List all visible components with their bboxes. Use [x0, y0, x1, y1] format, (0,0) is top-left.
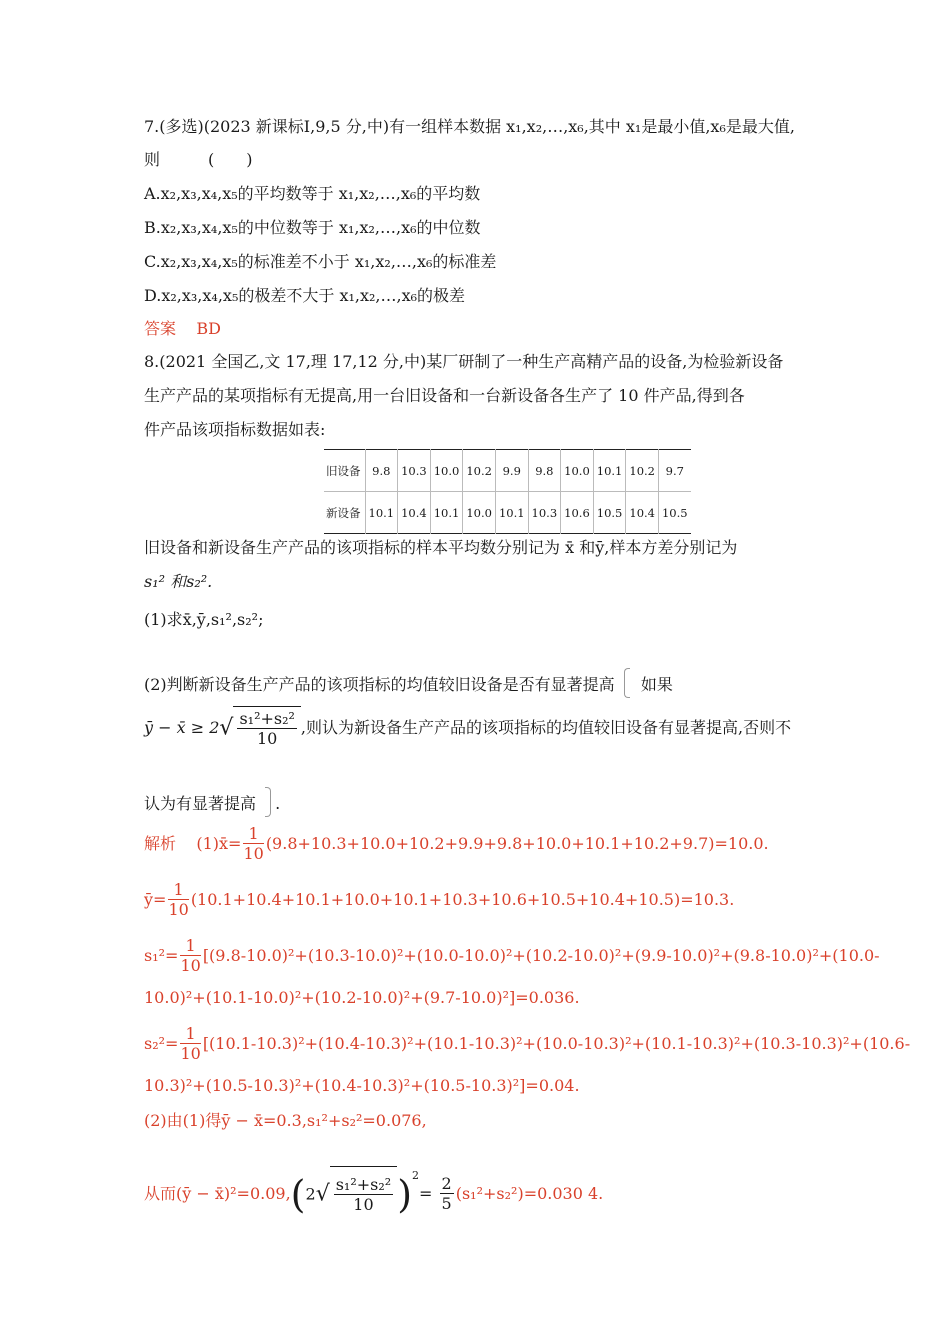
table-cell: 9.8: [365, 450, 398, 492]
ybar-rhs: (10.1+10.4+10.1+10.0+10.1+10.3+10.6+10.5+10.4+10.5)=10.3.: [190, 890, 735, 909]
equals: =: [419, 1184, 438, 1203]
table-cell: 10.0: [561, 450, 594, 492]
sqrt-denominator: 10: [353, 1195, 374, 1214]
q7-stem-cont: 则 ( ): [144, 150, 253, 169]
solution-line-3-cont: 10.0)²+(10.1-10.0)²+(10.2-10.0)²+(9.7-10.0)²]=0.036.: [144, 988, 580, 1007]
q7-option-d: D.x₂,x₃,x₄,x₅的极差不大于 x₁,x₂,…,x₆的极差: [144, 286, 466, 305]
part2-end-text: 认为有显著提高: [144, 794, 257, 813]
sqrt-body: [233, 706, 300, 751]
frac-denominator: 10: [180, 956, 201, 975]
table-cell: 10.2: [463, 450, 496, 492]
table-cell: 10.4: [626, 492, 659, 534]
frac-denominator: 10: [180, 1044, 201, 1063]
q8-part2: [144, 668, 673, 698]
coef-two: 2: [305, 1184, 316, 1204]
solution-conclusion: [144, 1148, 603, 1223]
xbar-lhs: (1)x̄=: [196, 834, 242, 853]
q7-option-b: B.x₂,x₃,x₄,x₅的中位数等于 x₁,x₂,…,x₆的中位数: [144, 218, 481, 237]
row-label: 新设备: [324, 492, 365, 534]
solution-label: 解析: [144, 834, 177, 853]
sqrt-icon: √: [219, 715, 234, 741]
sqrt-icon: √: [315, 1181, 330, 1207]
part2-if: 如果: [640, 675, 673, 694]
q8-stem-cont2: 件产品该项指标数据如表:: [144, 420, 326, 439]
paren-close: ): [397, 1172, 413, 1217]
conclusion-lhs: 从而(ȳ − x̄)²=0.09,: [144, 1184, 291, 1203]
ybar-lhs: ȳ=: [144, 890, 167, 909]
table-cell: 10.1: [593, 450, 626, 492]
paren-open: (: [290, 1172, 306, 1217]
s2-lhs: s₂²=: [144, 1034, 179, 1053]
conclusion-rhs: (s₁²+s₂²)=0.030 4.: [455, 1184, 604, 1203]
criterion-numerator: s₁²+s₂²: [239, 709, 295, 728]
sqrt-body: [330, 1166, 397, 1223]
table-cell: 10.0: [463, 492, 496, 534]
exponent-two: 2: [412, 1169, 420, 1182]
criterion-lhs: ȳ − x̄ ≥ 2: [144, 718, 220, 737]
part2-period: .: [275, 794, 281, 813]
table-cell: 10.1: [495, 492, 528, 534]
solution-part2: (2)由(1)得ȳ − x̄=0.3,s₁²+s₂²=0.076,: [144, 1111, 427, 1130]
frac-denominator: 10: [168, 900, 189, 919]
solution-line-4-cont: 10.3)²+(10.5-10.3)²+(10.4-10.3)²+(10.5-10.3)²]=0.04.: [144, 1076, 580, 1095]
solution-line-2: [144, 880, 734, 920]
q8-stem: 8.(2021 全国乙,文 17,理 17,12 分,中)某厂研制了一种生产高精产品的设备,为检验新设备: [144, 352, 784, 371]
frac-numerator: 1: [180, 1025, 200, 1044]
table-cell: 10.5: [658, 492, 690, 534]
table-cell: 10.4: [398, 492, 431, 534]
part2-text: (2)判断新设备生产产品的该项指标的均值较旧设备是否有显著提高: [144, 675, 615, 694]
sqrt-numerator: s₁²+s₂²: [335, 1175, 392, 1194]
s1-lhs: s₁²=: [144, 946, 179, 965]
brace-open: [624, 668, 630, 698]
table-cell: 10.5: [593, 492, 626, 534]
q8-stem-notation: 旧设备和新设备生产产品的该项指标的样本平均数分别记为 x̄ 和ȳ,样本方差分别记为: [144, 538, 738, 557]
brace-close: [265, 787, 271, 817]
table-cell: 10.2: [626, 450, 659, 492]
table-cell: 10.1: [430, 492, 463, 534]
frac-numerator: 1: [243, 825, 263, 844]
s2-rhs: [(10.1-10.3)²+(10.4-10.3)²+(10.1-10.3)²+(10.0-10.3)²+(10.1-10.3)²+(10.3-10.3)²+(10.6-: [202, 1034, 911, 1053]
table-cell: 10.0: [430, 450, 463, 492]
solution-line-4: [144, 1024, 910, 1064]
data-table: [324, 449, 691, 534]
row-label: 旧设备: [326, 463, 361, 478]
q7-option-c: C.x₂,x₃,x₄,x₅的标准差不小于 x₁,x₂,…,x₆的标准差: [144, 252, 497, 271]
table-cell: 9.9: [495, 450, 528, 492]
s1-rhs: [(9.8-10.0)²+(10.3-10.0)²+(10.0-10.0)²+(10.2-10.0)²+(9.9-10.0)²+(9.8-10.0)²+(10.0-: [202, 946, 880, 965]
answer-label: 答案: [144, 319, 177, 338]
table-row: [324, 492, 691, 534]
xbar-rhs: (9.8+10.3+10.0+10.2+9.9+9.8+10.0+10.1+10.2+9.7)=10.0.: [265, 834, 769, 853]
criterion-denominator: 10: [257, 729, 278, 748]
frac-denominator: 10: [243, 844, 264, 863]
q8-part1: (1)求x̄,ȳ,s₁²,s₂²;: [144, 610, 264, 629]
q8-criterion: [144, 706, 791, 751]
frac-denominator: 5: [441, 1194, 452, 1213]
q8-stem-cont: 生产产品的某项指标有无提高,用一台旧设备和一台新设备各生产了 10 件产品,得到各: [144, 386, 745, 405]
criterion-text: ,则认为新设备生产产品的该项指标的均值较旧设备有显著提高,否则不: [300, 718, 792, 737]
q7-option-a: A.x₂,x₃,x₄,x₅的平均数等于 x₁,x₂,…,x₆的平均数: [144, 184, 481, 203]
table-cell: 10.3: [528, 492, 561, 534]
q7-answer: [144, 319, 221, 339]
q7-stem: 7.(多选)(2023 新课标Ⅰ,9,5 分,中)有一组样本数据 x₁,x₂,…,x₆,其中 x₁是最小值,x₆是最大值,: [144, 117, 795, 136]
frac-numerator: 1: [168, 881, 188, 900]
table-row: [324, 450, 691, 492]
q8-stem-notation-cont: s₁² 和s₂².: [144, 572, 213, 591]
solution-line-1: [144, 824, 769, 864]
table-cell: 10.3: [398, 450, 431, 492]
frac-numerator: 1: [180, 937, 200, 956]
table-cell: 10.6: [561, 492, 594, 534]
answer-value: BD: [196, 319, 221, 338]
table-cell: 9.7: [658, 450, 690, 492]
table-cell: 10.1: [365, 492, 398, 534]
q8-part2-end: [144, 787, 280, 817]
frac-numerator: 2: [441, 1174, 452, 1193]
solution-line-3: [144, 936, 880, 976]
table-cell: 9.8: [528, 450, 561, 492]
